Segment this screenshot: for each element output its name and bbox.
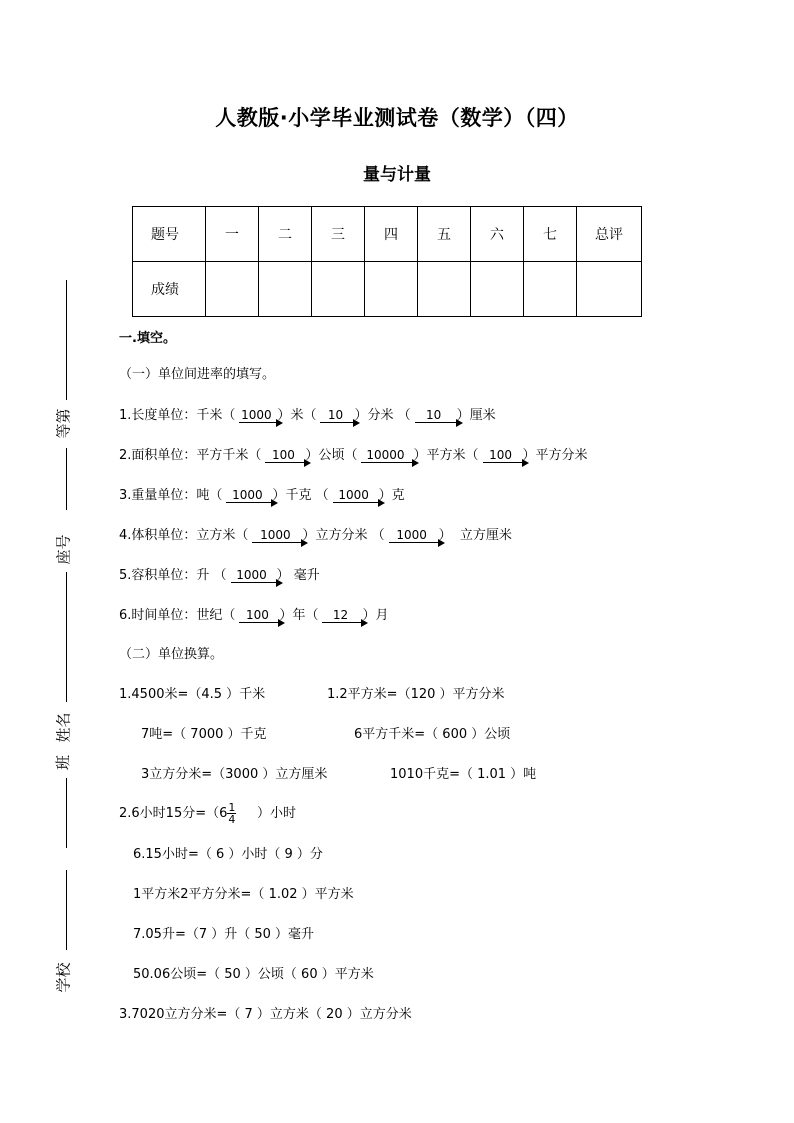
conversion-item: 50.06公顷=（ 50 ）公顷（ 60 ）平方米 xyxy=(133,967,374,982)
conversion-item: 1平方米2平方分米=（ 1.02 ）平方米 xyxy=(133,887,354,902)
score-cell[interactable] xyxy=(365,262,418,317)
score-col-1: 一 xyxy=(206,207,259,262)
score-table-score-row xyxy=(133,262,642,317)
unit: 月 xyxy=(375,608,389,623)
conversion-right: 6平方千米=（ 600 ）公顷 xyxy=(354,727,511,742)
side-line-seat-top xyxy=(66,448,67,510)
score-cell[interactable] xyxy=(206,262,259,317)
answer-blank[interactable]: 12 xyxy=(320,606,360,624)
answer-blank[interactable]: 1000 xyxy=(250,526,300,544)
unit: 平方分米 xyxy=(535,448,588,463)
conversion-left: 7吨=（ 7000 ）千克 xyxy=(141,727,267,742)
conversion-item: 6.15小时=（ 6 ）小时（ 9 ）分 xyxy=(133,847,323,862)
side-label-name: 姓名 xyxy=(54,712,73,743)
part2-heading: （二）单位换算。 xyxy=(119,647,224,662)
answer-blank[interactable]: 10 xyxy=(413,406,455,424)
item-prefix: 6.时间单位：世纪 xyxy=(119,608,223,623)
answer-blank[interactable]: 10000 xyxy=(359,446,411,464)
score-col-total: 总评 xyxy=(577,207,642,262)
unit: 米 xyxy=(290,408,304,423)
side-line-grade xyxy=(66,280,67,400)
unit: 立方厘米 xyxy=(459,528,512,543)
score-cell[interactable] xyxy=(471,262,524,317)
page-title: 人教版·小学毕业测试卷（数学）（四） xyxy=(215,106,579,130)
conversion-left: 1.4500米=（4.5 ）千米 xyxy=(119,687,266,702)
conversion-item: 3.7020立方分米=（ 7 ）立方米（ 20 ）立方分米 xyxy=(119,1007,412,1022)
score-cell[interactable] xyxy=(577,262,642,317)
fraction xyxy=(227,802,236,825)
conversion-right: 1.2平方米=（120 ）平方分米 xyxy=(327,687,505,702)
item-prefix: 2.面积单位：平方千米 xyxy=(119,448,249,463)
score-col-4: 四 xyxy=(365,207,418,262)
score-col-2: 二 xyxy=(259,207,312,262)
item-prefix: 3.重量单位：吨 xyxy=(119,488,210,503)
conversion-item: 7.05升=（7 ）升（ 50 ）毫升 xyxy=(133,927,315,942)
answer-blank[interactable]: 10 xyxy=(318,406,352,424)
unit: 公顷 xyxy=(318,448,345,463)
fraction-numerator: 1 xyxy=(228,801,236,814)
unit: 立方分米 xyxy=(315,528,368,543)
item-volume: 4.体积单位：立方米（ 1000 ）立方分米 （ 1000 ） 立方厘米 xyxy=(119,528,512,543)
score-table-header-row xyxy=(133,207,642,262)
item-capacity: 5.容积单位：升 （ 1000 ） 毫升 xyxy=(119,568,320,583)
score-table xyxy=(132,206,642,317)
fraction-denominator: 4 xyxy=(228,813,236,826)
unit: 厘米 xyxy=(469,408,496,423)
answer-blank[interactable]: 100 xyxy=(263,446,303,464)
item-weight: 3.重量单位：吨（ 1000 ）千克 （ 1000 ）克 xyxy=(119,488,405,503)
side-line-school xyxy=(66,870,67,950)
unit: 克 xyxy=(391,488,405,503)
side-label-seat: 座号 xyxy=(54,534,73,565)
conversion-right: 1010千克=（ 1.01 ）吨 xyxy=(390,767,537,782)
unit: 平方米 xyxy=(426,448,466,463)
score-cell[interactable] xyxy=(418,262,471,317)
fraction-after: ）小时 xyxy=(252,806,297,821)
answer-blank[interactable]: 1000 xyxy=(237,406,275,424)
answer-blank[interactable]: 1000 xyxy=(229,566,275,584)
side-label-class: 班 xyxy=(54,754,73,771)
unit: 分米 xyxy=(367,408,394,423)
item-prefix: 1.长度单位：千米 xyxy=(119,408,223,423)
score-col-5: 五 xyxy=(418,207,471,262)
item-length: 1.长度单位：千米（ 1000 ）米（ 10 ）分米 （ 10 ）厘米 xyxy=(119,408,496,423)
unit: 年 xyxy=(292,608,306,623)
score-table-row1-header: 题号 xyxy=(133,207,206,262)
score-col-3: 三 xyxy=(312,207,365,262)
score-cell[interactable] xyxy=(312,262,365,317)
unit: 毫升 xyxy=(293,568,320,583)
score-cell[interactable] xyxy=(259,262,312,317)
answer-blank[interactable]: 100 xyxy=(481,446,521,464)
conversion-left: 3立方分米=（3000 ）立方厘米 xyxy=(141,767,328,782)
answer-blank[interactable]: 1000 xyxy=(224,486,270,504)
score-table-row2-header: 成绩 xyxy=(133,262,206,317)
answer-blank[interactable]: 100 xyxy=(237,606,277,624)
section-heading: 一.填空。 xyxy=(119,331,176,346)
score-cell[interactable] xyxy=(524,262,577,317)
item-prefix: 4.体积单位：立方米 xyxy=(119,528,236,543)
item-area: 2.面积单位：平方千米（ 100 ）公顷（ 10000 ）平方米（ 100 ）平方分米 xyxy=(119,448,588,463)
part1-heading: （一）单位间进率的填写。 xyxy=(119,367,276,382)
answer-blank[interactable]: 1000 xyxy=(331,486,377,504)
conversion-fraction xyxy=(119,799,296,829)
item-prefix: 5.容积单位：升 xyxy=(119,568,210,583)
fraction-before: 2.6小时15分=（6 xyxy=(119,806,228,821)
side-line-class xyxy=(66,778,67,848)
item-time: 6.时间单位：世纪（ 100 ）年（ 12 ）月 xyxy=(119,608,389,623)
side-line-name xyxy=(66,572,67,702)
side-label-grade: 等第 xyxy=(54,408,73,439)
unit: 千克 xyxy=(285,488,312,503)
answer-blank[interactable]: 1000 xyxy=(387,526,437,544)
score-col-6: 六 xyxy=(471,207,524,262)
score-col-7: 七 xyxy=(524,207,577,262)
side-label-school: 学校 xyxy=(54,962,73,993)
page-subtitle: 量与计量 xyxy=(363,165,431,185)
